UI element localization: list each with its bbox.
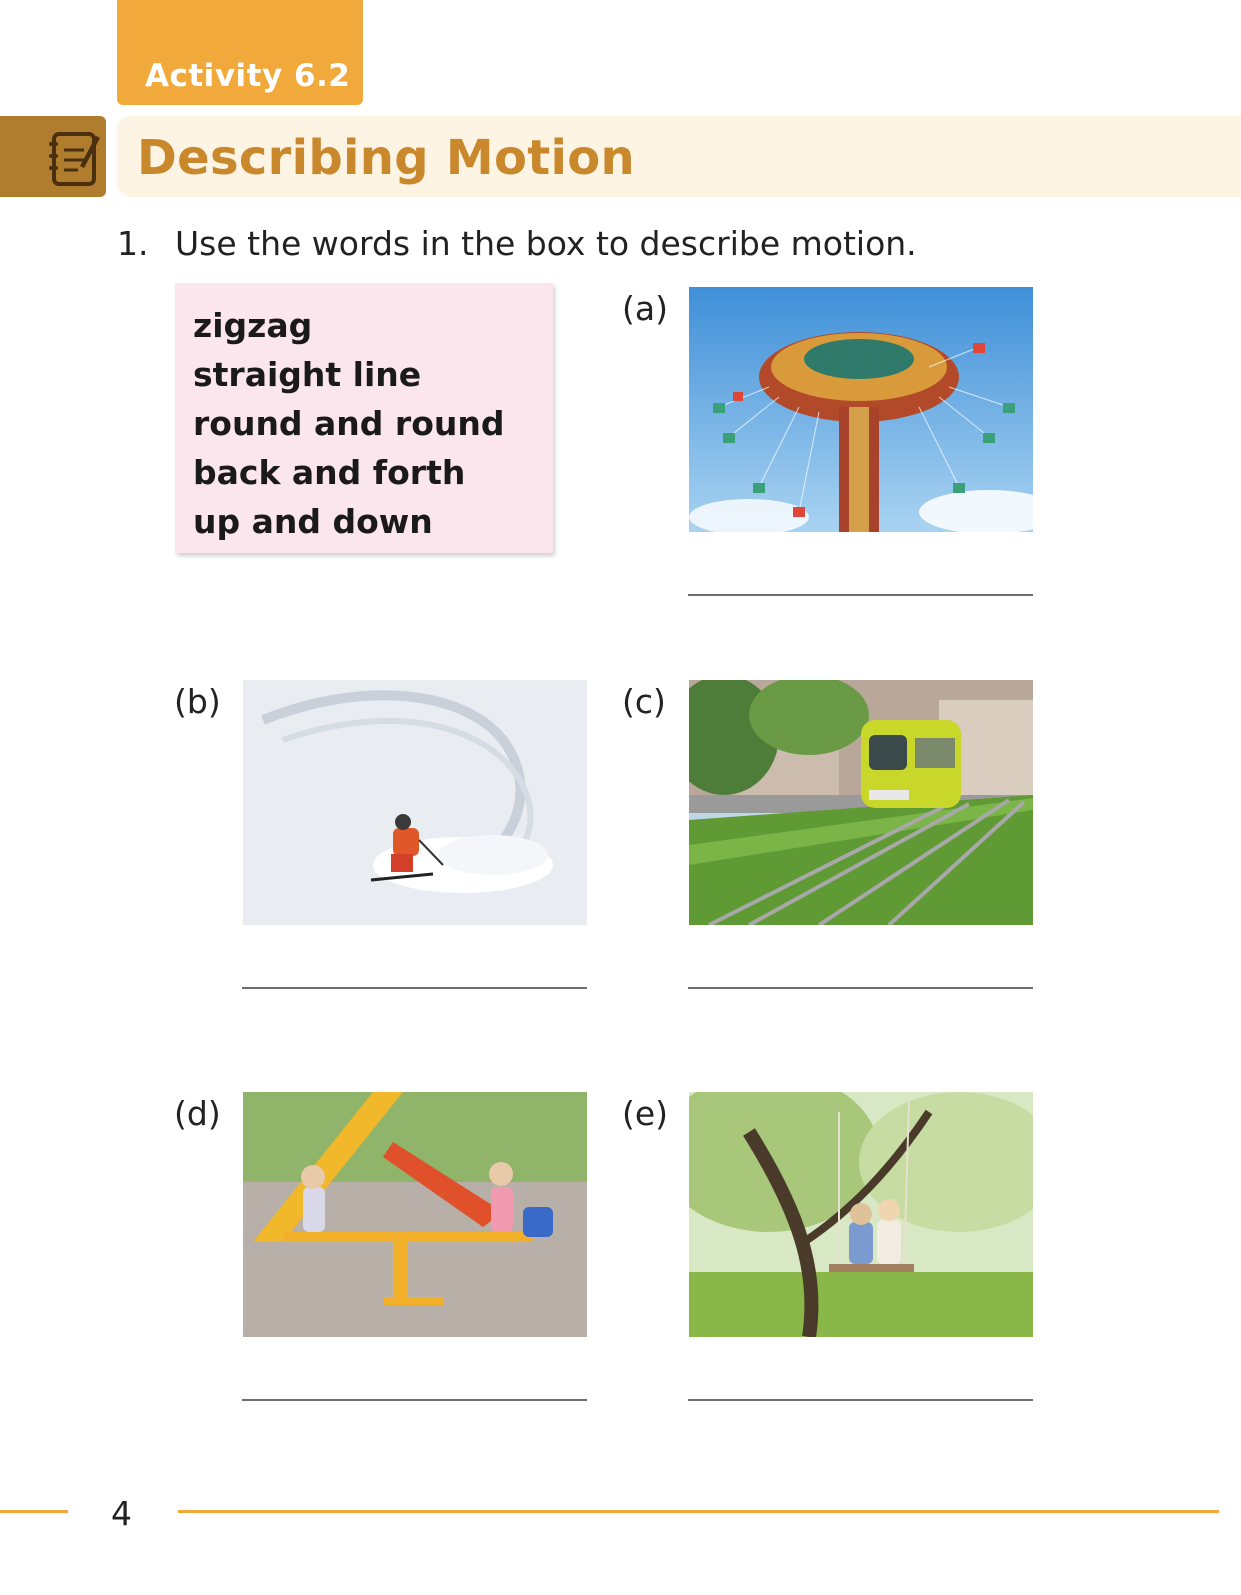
answer-line-a[interactable]	[688, 594, 1033, 596]
answer-line-d[interactable]	[242, 1399, 587, 1401]
word-box-item: up and down	[193, 502, 433, 541]
item-label-d: (d)	[174, 1094, 221, 1133]
skier-picture	[243, 680, 587, 925]
notebook-icon-box	[0, 116, 106, 197]
swing-carousel-picture	[689, 287, 1033, 532]
activity-tab	[117, 0, 363, 105]
item-label-e: (e)	[622, 1094, 669, 1133]
word-box-item: back and forth	[193, 453, 466, 492]
answer-line-e[interactable]	[688, 1399, 1033, 1401]
tram-picture	[689, 680, 1033, 925]
word-box-item: round and round	[193, 404, 505, 443]
question-text: Use the words in the box to describe motion.	[175, 224, 917, 263]
tree-swing-picture	[689, 1092, 1033, 1337]
item-label-b: (b)	[174, 682, 221, 721]
answer-line-c[interactable]	[688, 987, 1033, 989]
footer-rule-left	[0, 1510, 68, 1513]
activity-tab-label: Activity 6.2	[145, 58, 351, 94]
word-box	[175, 283, 553, 553]
word-box-item: straight line	[193, 355, 422, 394]
page-title: Describing Motion	[137, 130, 635, 186]
footer-rule-right	[178, 1510, 1219, 1513]
item-label-c: (c)	[622, 682, 666, 721]
page-number: 4	[111, 1494, 132, 1533]
answer-line-b[interactable]	[242, 987, 587, 989]
title-band	[117, 116, 1241, 197]
word-box-item: zigzag	[193, 306, 313, 345]
item-label-a: (a)	[622, 289, 668, 328]
notebook-icon	[46, 128, 100, 188]
seesaw-picture	[243, 1092, 587, 1337]
question-number: 1.	[117, 224, 149, 263]
